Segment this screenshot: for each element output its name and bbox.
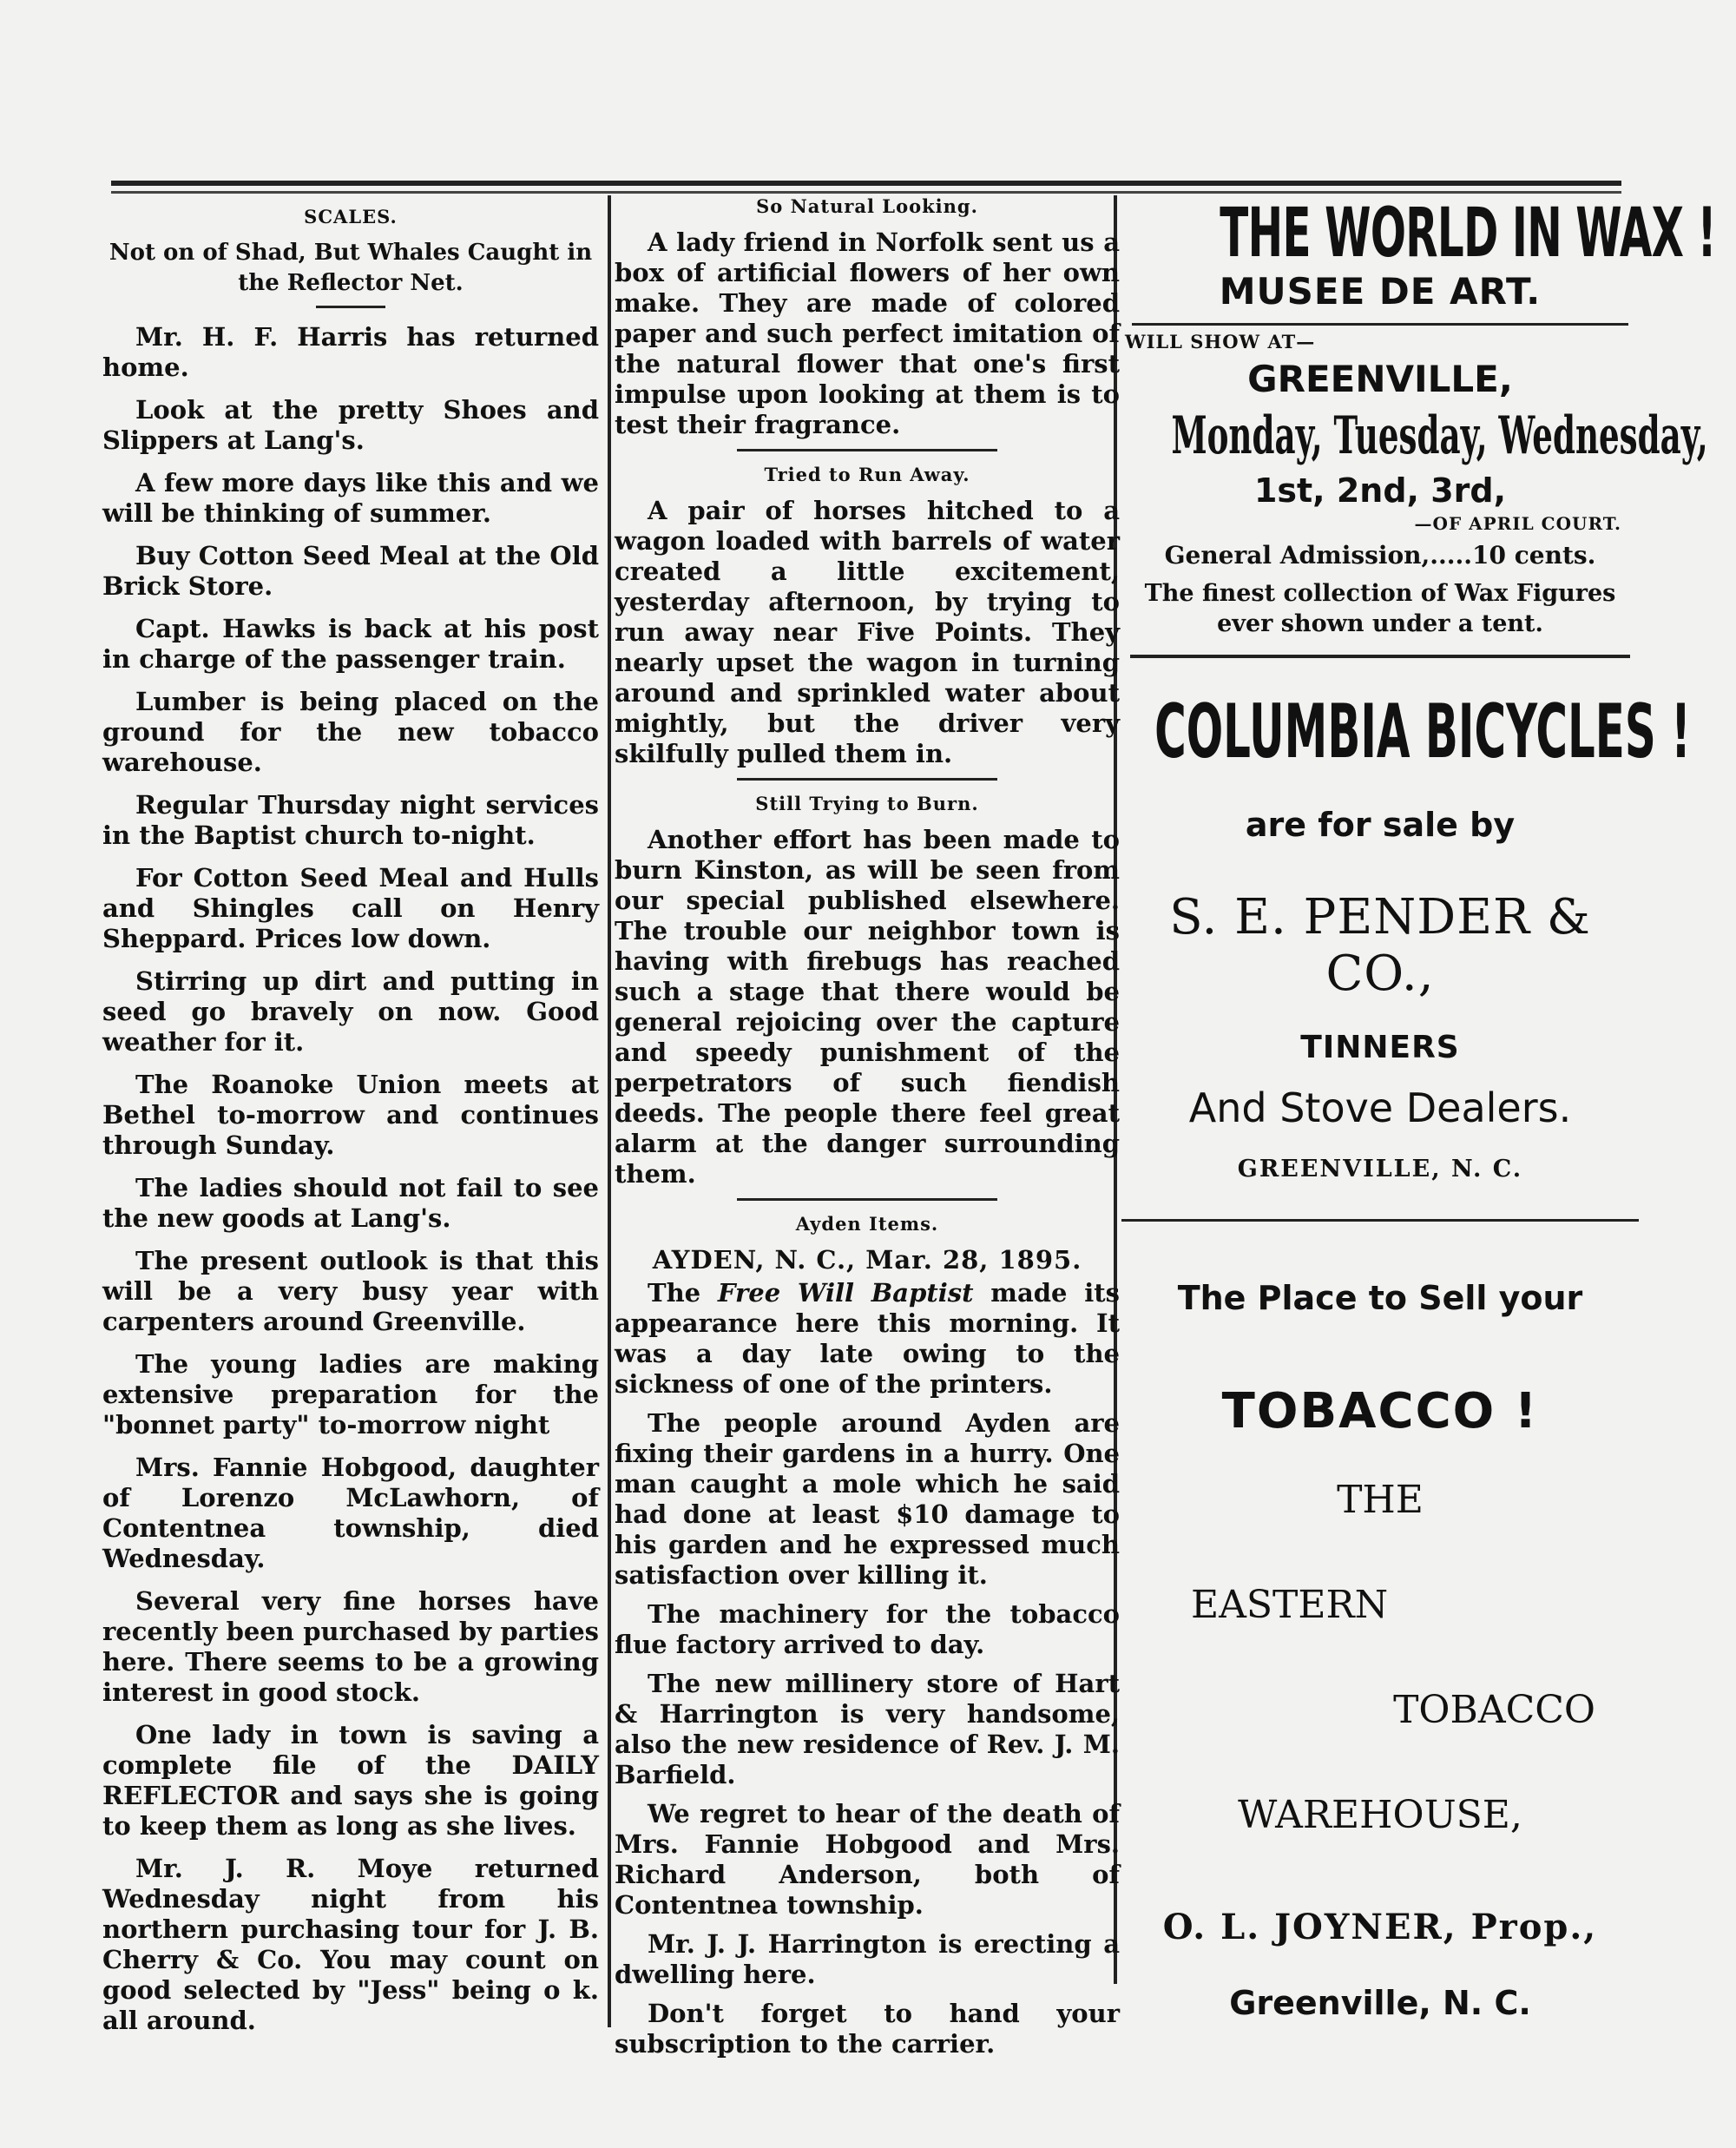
article-body: A pair of horses hitched to a wagon loaded with barrels of water created a little excitement, yesterday afternoon, by trying to run away near Five Points. They nearly upset the wagon in turning around and sprinkled water about mightly, but the driver very skilfully pulled them in. [615, 496, 1120, 768]
column-advertisements [1121, 194, 1716, 2022]
news-item: Mr. J. J. Harrington is erecting a dwelling here. [615, 1929, 1120, 1989]
text-run: made its appearance here this morning. It was a day late owing to the sickness of one of the printers. [615, 1278, 1120, 1399]
news-item: The machinery for the tobacco flue factory arrived to day. [615, 1599, 1120, 1659]
news-item: One lady in town is saving a complete file of the DAILY REFLECTOR and says she is going to keep them as long as she lives. [102, 1720, 599, 1841]
ad-will-show: WILL SHOW AT— [1125, 331, 1316, 353]
subhead-scales: Not on of Shad, But Whales Caught in the Reflector Net. [108, 240, 593, 296]
news-item: Mrs. Fannie Hobgood, daughter of Lorenzo McLawhorn, of Contentnea township, died Wednesday. [102, 1453, 599, 1573]
ad-admission: General Admission,.....10 cents. [1164, 541, 1596, 570]
section-rule [737, 449, 997, 451]
news-item: The Roanoke Union meets at Bethel to-morrow and continues through Sunday. [102, 1070, 599, 1160]
news-item: The new millinery store of Hart & Harrington is very handsome, also the new residence of Rev. J. M. Barfield. [615, 1669, 1120, 1789]
news-item: The people around Ayden are fixing their gardens in a hurry. One man caught a mole which he said had done at least $10 damage to his garden and he expressed much satisfaction over killing it. [615, 1408, 1120, 1590]
short-rule [316, 306, 385, 308]
ad-the: THE [1337, 1478, 1424, 1522]
text-run: The [648, 1278, 718, 1308]
news-item: The present outlook is that this will be a very busy year with carpenters around Greenville. [102, 1246, 599, 1336]
column-local-news [615, 195, 1120, 2068]
ad-stove-dealers: And Stove Dealers. [1188, 1084, 1572, 1131]
section-rule [737, 778, 997, 781]
ad-for-sale: are for sale by [1245, 806, 1516, 844]
headline-ayden-items: Ayden Items. [795, 1213, 939, 1235]
article-body: A lady friend in Norfolk sent us a box of artificial flowers of her own make. They are made of colored paper and such perfect imitation of the natural flower that one's first impulse upon looking at them is to test their fragrance. [615, 227, 1120, 439]
news-item: Lumber is being placed on the ground for the new tobacco warehouse. [102, 687, 599, 777]
headline-still-trying: Still Trying to Burn. [755, 793, 979, 814]
news-item: We regret to hear of the death of Mrs. Fannie Hobgood and Mrs. Richard Anderson, both of Contentnea township. [615, 1799, 1120, 1920]
ad-separator [1121, 1219, 1639, 1222]
ad-court: —OF APRIL COURT. [1414, 513, 1621, 534]
ad-eastern: EASTERN [1191, 1583, 1389, 1627]
headline-scales: SCALES. [304, 206, 398, 227]
ad-dates: 1st, 2nd, 3rd, [1253, 471, 1507, 510]
ad-tobacco: TOBACCO ! [1221, 1383, 1539, 1440]
news-item: The ladies should not fail to see the new goods at Lang's. [102, 1173, 599, 1233]
news-item: Mr. J. R. Moye returned Wednesday night from his northern purchasing tour for J. B. Cherry & Co. You may count on good selected by "Jess" being o k. all around. [102, 1854, 599, 2035]
ad-tinners: TINNERS [1300, 1030, 1460, 1065]
headline-natural-looking: So Natural Looking. [756, 195, 978, 217]
column-divider-1 [608, 195, 611, 2027]
article-body: Another effort has been made to burn Kinston, as will be seen from our special published elsewhere. The trouble our neighbor town is having with firebugs has reached such a stage that there would be general rejoicing over the capture and speedy punishment of the perpetrators of such fiendish deeds. The people there feel great alarm at the danger surrounding them. [615, 825, 1120, 1189]
ad-separator [1130, 655, 1630, 658]
newspaper-name: Free Will Baptist [717, 1278, 974, 1308]
ad-dealer: S. E. PENDER & CO., [1169, 889, 1591, 1002]
news-item: Regular Thursday night services in the Baptist church to-night. [102, 790, 599, 850]
column-scales [102, 195, 599, 2048]
news-item: Look at the pretty Shoes and Slippers at Lang's. [102, 395, 599, 455]
article-body [615, 1278, 1120, 1400]
top-rule [111, 181, 1621, 186]
ad-city: GREENVILLE, [1247, 358, 1513, 400]
ad-subtitle: MUSEE DE ART. [1219, 270, 1542, 313]
news-item: Stirring up dirt and putting in seed go bravely on now. Good weather for it. [102, 966, 599, 1057]
ad-days: Monday, Tuesday, Wednesday, [1171, 405, 1708, 466]
news-item: The young ladies are making extensive preparation for the "bonnet party" to-morrow night [102, 1349, 599, 1440]
dateline: AYDEN, N. C., Mar. 28, 1895. [652, 1245, 1082, 1275]
ad-rule [1132, 323, 1628, 326]
news-item: For Cotton Seed Meal and Hulls and Shingles call on Henry Sheppard. Prices low down. [102, 863, 599, 953]
ad-place: The Place to Sell your [1177, 1279, 1583, 1317]
ad-title: THE WORLD IN WAX ! [1220, 194, 1716, 273]
headline-run-away: Tried to Run Away. [764, 464, 970, 485]
top-rule-thin [111, 191, 1621, 194]
news-item: Mr. H. F. Harris has returned home. [102, 322, 599, 382]
news-item: Capt. Hawks is back at his post in charge of the passenger train. [102, 614, 599, 674]
ad-columbia-bicycles [1121, 689, 1691, 1183]
ad-description: The finest collection of Wax Figures ever shown under a tent. [1144, 580, 1616, 637]
news-item: Buy Cotton Seed Meal at the Old Brick Store. [102, 541, 599, 601]
ad-tobacco-warehouse [1121, 1279, 1639, 2022]
ad-proprietor: O. L. JOYNER, Prop., [1162, 1907, 1598, 1947]
news-item: A few more days like this and we will be thinking of summer. [102, 468, 599, 528]
ad-city: GREENVILLE, N. C. [1237, 1156, 1523, 1183]
ad-title: COLUMBIA BICYCLES ! [1154, 689, 1691, 775]
ad-warehouse: WAREHOUSE, [1238, 1793, 1522, 1837]
section-rule [737, 1198, 997, 1201]
ad-tobacco-word: TOBACCO [1393, 1688, 1595, 1732]
news-item: Several very fine horses have recently been purchased by parties here. There seems to be a growing interest in good stock. [102, 1586, 599, 1707]
ad-world-in-wax [1121, 194, 1716, 639]
news-item: Don't forget to hand your subscription to the carrier. [615, 1999, 1120, 2059]
ad-city: Greenville, N. C. [1229, 1984, 1531, 2022]
